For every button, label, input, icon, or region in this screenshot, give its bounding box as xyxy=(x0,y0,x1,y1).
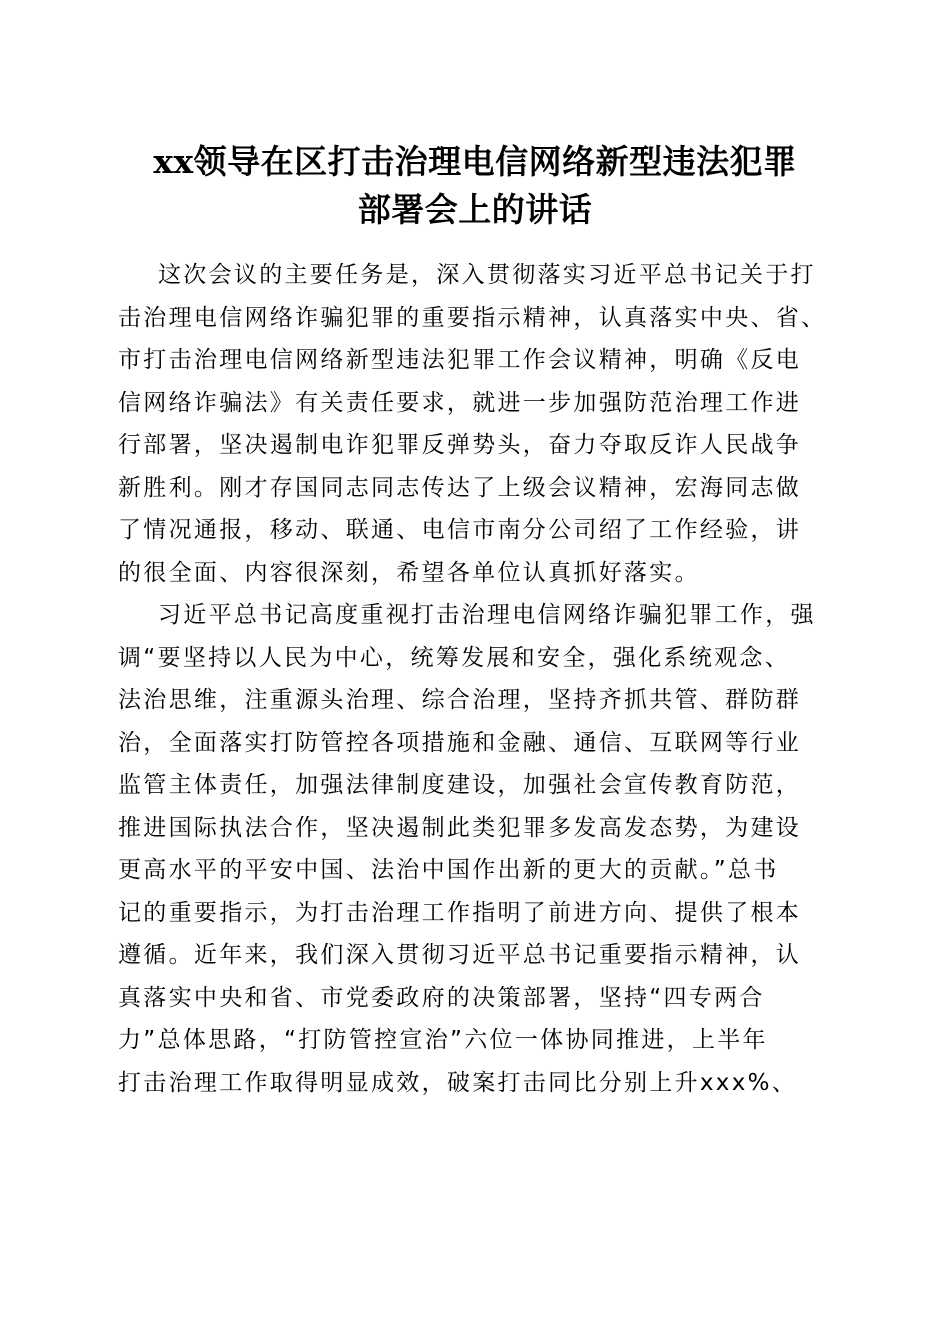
paragraph-2-line-9: 遵循。近年来，我们深入贯彻习近平总书记重要指示精神，认 xyxy=(118,942,802,968)
title-line-2: 部署会上的讲话 xyxy=(357,190,593,229)
paragraph-1-line-6: 新胜利。刚才存国同志同志传达了上级会议精神，宏海同志做 xyxy=(118,474,802,501)
paragraph-2-line-5: 监管主体责任，加强法律制度建设，加强社会宣传教育防范， xyxy=(118,772,802,798)
paragraph-2-line-3: 法治思维，注重源头治理、综合治理，坚持齐抓共管、群防群 xyxy=(118,687,802,713)
paragraph-2-line-10: 真落实中央和省、市党委政府的决策部署，坚持“四专两合 xyxy=(118,984,765,1011)
paragraph-1-line-2: 击治理电信网络诈骗犯罪的重要指示精神，认真落实中央、省、 xyxy=(118,304,827,331)
paragraph-2-line-12: 打击治理工作取得明显成效，破案打击同比分别上升xxx%、 xyxy=(118,1069,798,1096)
paragraph-1-line-4: 信网络诈骗法》有关责任要求，就进一步加强防范治理工作进 xyxy=(118,389,802,416)
paragraph-2 xyxy=(118,594,838,1104)
paragraph-1-line-7: 了情况通报，移动、联通、电信市南分公司绍了工作经验，讲 xyxy=(118,517,802,543)
paragraph-2-line-4: 治，全面落实打防管控各项措施和金融、通信、互联网等行业 xyxy=(118,729,802,756)
paragraph-1-line-8: 的很全面、内容很深刻，希望各单位认真抓好落实。 xyxy=(118,559,700,586)
paragraph-2-line-1: 习近平总书记高度重视打击治理电信网络诈骗犯罪工作，强 xyxy=(158,602,816,628)
paragraph-1-line-3: 市打击治理电信网络新型违法犯罪工作会议精神，明确《反电 xyxy=(118,347,802,373)
paragraph-2-line-7: 更高水平的平安中国、法治中国作出新的更大的贡献。”总书 xyxy=(118,857,779,883)
paragraph-1 xyxy=(118,254,838,594)
paragraph-2-line-6: 推进国际执法合作，坚决遏制此类犯罪多发高发态势，为建设 xyxy=(118,814,802,841)
document-title xyxy=(100,138,850,234)
title-line-1: xx领导在区打击治理电信网络新型违法犯罪 xyxy=(153,142,797,181)
paragraph-2-line-2: 调“要坚持以人民为中心，统筹发展和安全，强化系统观念、 xyxy=(118,644,791,671)
paragraph-1-line-5: 行部署，坚决遏制电诈犯罪反弹势头，奋力夺取反诈人民战争 xyxy=(118,432,802,458)
document-body xyxy=(118,254,838,1104)
paragraph-2-line-8: 记的重要指示，为打击治理工作指明了前进方向、提供了根本 xyxy=(118,899,802,926)
paragraph-2-line-11: 力”总体思路，“打防管控宣治”六位一体协同推进，上半年 xyxy=(118,1027,768,1053)
paragraph-1-line-1: 这次会议的主要任务是，深入贯彻落实习近平总书记关于打 xyxy=(158,262,816,288)
